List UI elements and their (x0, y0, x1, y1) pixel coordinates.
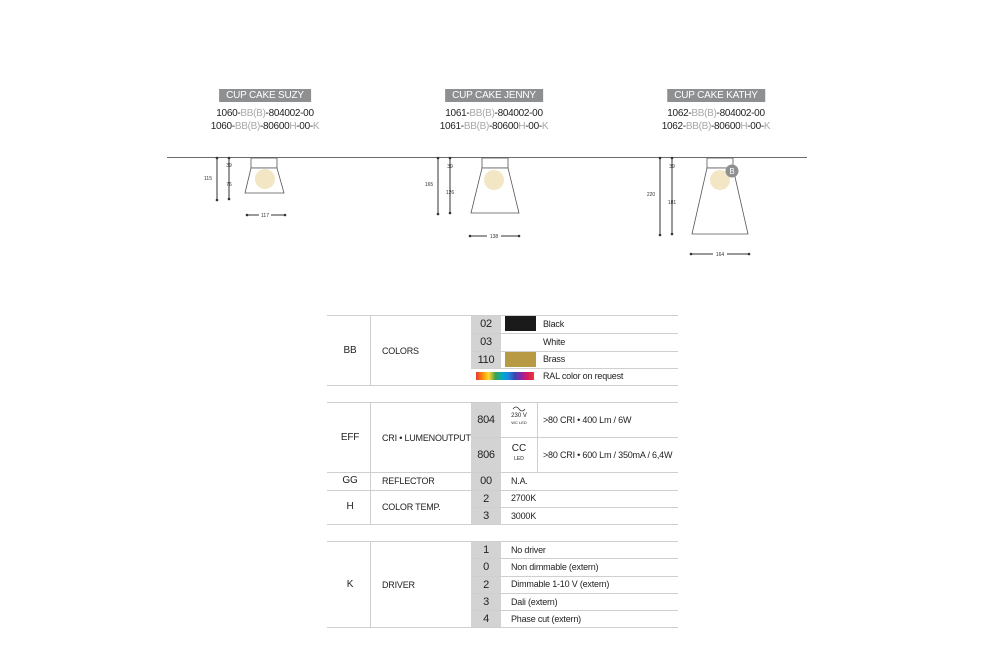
swatch-black (505, 316, 536, 331)
group-label-cri: CRI • LUMENOUTPUT (382, 433, 471, 443)
option-text: Dali (extern) (511, 597, 558, 607)
group-key-gg: GG (342, 475, 358, 486)
dim-total: 220 (646, 192, 656, 198)
option-text: Brass (543, 354, 566, 364)
product-code-1: 1061-BB(B)-804002-00 (445, 108, 543, 119)
badge-b: B (729, 167, 735, 176)
option-text: White (543, 337, 566, 347)
option-text: Non dimmable (extern) (511, 562, 599, 572)
group-label-color-temp: COLOR TEMP. (382, 502, 441, 512)
group-label-colors: COLORS (382, 346, 419, 356)
code-cell: 3 (471, 594, 501, 611)
dim-width: 138 (489, 234, 499, 240)
code-cell: 02 (471, 316, 501, 333)
ral-rainbow-swatch (476, 372, 534, 380)
option-text: Dimmable 1-10 V (extern) (511, 579, 610, 589)
model-name: CUP CAKE KATHY (667, 89, 765, 102)
option-text: Phase cut (extern) (511, 614, 581, 624)
dim-total: 115 (204, 176, 212, 182)
code-cell: 3 (471, 508, 501, 524)
dim-shade: 76 (226, 182, 232, 188)
group-key-k: K (346, 579, 354, 590)
group-key-bb: BB (343, 345, 357, 356)
ac-wave-icon (512, 405, 526, 412)
option-text: N.A. (511, 476, 528, 486)
group-label-driver: DRIVER (382, 580, 415, 590)
option-text: Black (543, 319, 565, 329)
option-text: 2700K (511, 493, 537, 503)
code-cell: 4 (471, 611, 501, 627)
code-cell: 804 (471, 403, 501, 437)
group-label-reflector: REFLECTOR (382, 476, 435, 486)
code-cell: 0 (471, 559, 501, 576)
option-text: No driver (511, 545, 546, 555)
product-code-1: 1060-BB(B)-804002-00 (216, 108, 314, 119)
product-code-1: 1062-BB(B)-804002-00 (667, 108, 765, 119)
product-code-2: 1062-BB(B)-80600H-00-K (661, 121, 771, 132)
option-text: >80 CRI • 600 Lm / 350mA / 6,4W (543, 450, 673, 460)
group-key-h: H (346, 501, 354, 512)
option-text: 3000K (511, 511, 537, 521)
code-cell: 1 (471, 542, 501, 558)
dim-shade: 126 (445, 190, 455, 196)
code-cell: 2 (471, 491, 501, 507)
dim-total: 165 (424, 182, 434, 188)
code-cell: 00 (471, 473, 501, 490)
product-code-2: 1061-BB(B)-80600H-00-K (439, 121, 549, 132)
cc-led-icon: CC (511, 443, 527, 454)
lamp-drawing-kathy (648, 150, 768, 265)
code-cell: 2 (471, 577, 501, 594)
code-cell: 03 (471, 334, 501, 351)
code-cell: 110 (471, 352, 501, 369)
icon-label-top: 230 V (511, 413, 527, 419)
dim-width: 164 (715, 252, 725, 258)
dim-canopy: 39 (447, 164, 453, 170)
model-name: CUP CAKE JENNY (445, 89, 543, 102)
group-key-eff: EFF (340, 432, 360, 443)
swatch-brass (505, 352, 536, 367)
dim-shade: 181 (667, 200, 677, 206)
option-text: >80 CRI • 400 Lm / 6W (543, 415, 632, 425)
product-code-2: 1060-BB(B)-80600H-00-K (210, 121, 320, 132)
code-cell: 806 (471, 438, 501, 472)
model-name: CUP CAKE SUZY (219, 89, 311, 102)
lamp-drawing-suzy (205, 150, 305, 225)
dim-width: 117 (261, 213, 269, 219)
lamp-drawing-jenny (425, 150, 535, 245)
dim-canopy: 39 (226, 163, 232, 169)
swatch-white (505, 335, 536, 350)
icon-label-bottom: LED (514, 456, 524, 462)
option-text: RAL color on request (543, 371, 624, 381)
icon-label-bottom: WC LED (511, 420, 527, 425)
dim-canopy: 39 (669, 164, 675, 170)
